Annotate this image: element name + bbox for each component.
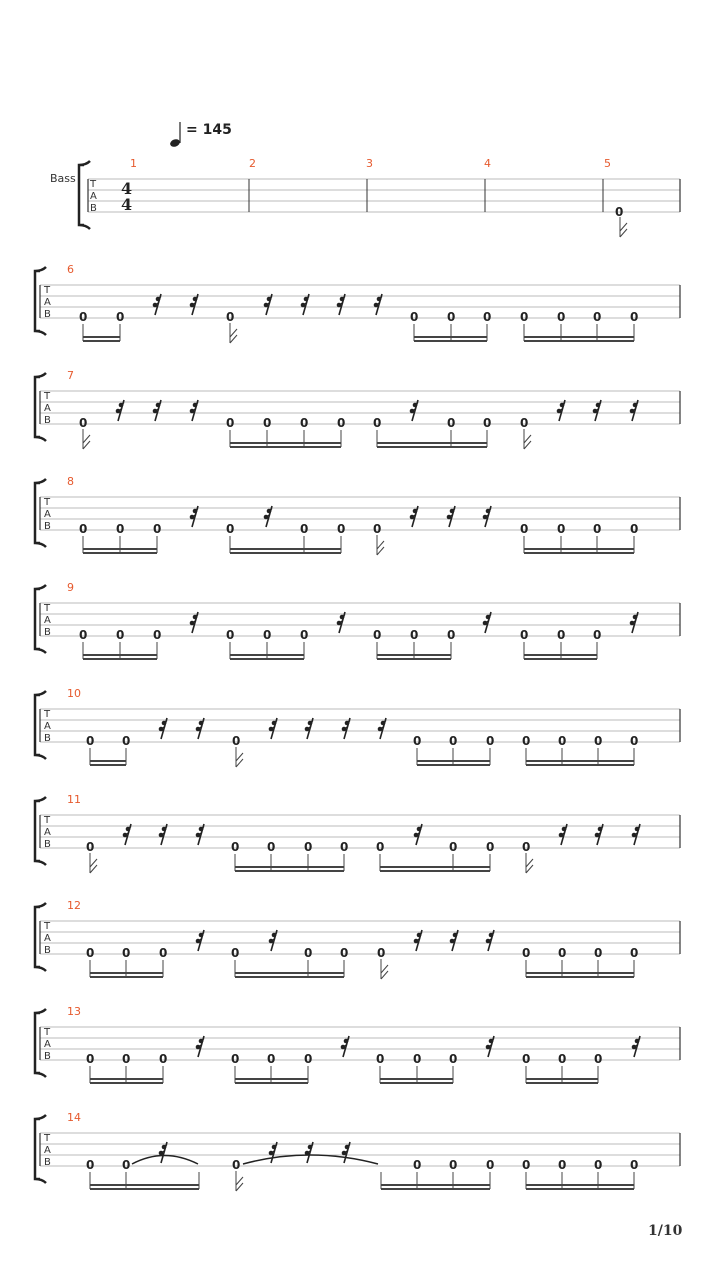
fret-number: 0 — [520, 310, 529, 324]
fret-number: 0 — [373, 416, 382, 430]
fret-number: 0 — [79, 522, 88, 536]
tab-clef-t: T — [44, 815, 51, 826]
fret-number: 0 — [410, 628, 419, 642]
fret-number: 0 — [153, 522, 162, 536]
fret-number: 0 — [413, 734, 422, 748]
tab-clef-b: B — [44, 627, 51, 638]
tab-clef-t: T — [44, 1133, 51, 1144]
fret-number: 0 — [558, 1052, 567, 1066]
fret-number: 0 — [340, 840, 349, 854]
measure-number: 10 — [67, 687, 81, 700]
fret-number: 0 — [483, 416, 492, 430]
slur-mark — [243, 1155, 378, 1164]
fret-number: 0 — [522, 946, 531, 960]
fret-number: 0 — [116, 310, 125, 324]
tab-clef-a: A — [44, 1145, 51, 1156]
fret-number: 0 — [630, 1158, 639, 1172]
fret-number: 0 — [486, 840, 495, 854]
tab-clef-b: B — [90, 203, 97, 214]
fret-number: 0 — [558, 1158, 567, 1172]
fret-number: 0 — [522, 1052, 531, 1066]
fret-number: 0 — [593, 628, 602, 642]
tab-clef-b: B — [44, 521, 51, 532]
measure-number: 9 — [67, 581, 74, 594]
fret-number: 0 — [263, 628, 272, 642]
fret-number: 0 — [226, 310, 235, 324]
fret-number: 0 — [153, 628, 162, 642]
fret-number: 0 — [340, 946, 349, 960]
fret-number: 0 — [449, 734, 458, 748]
system-3 — [35, 369, 680, 449]
fret-number: 0 — [522, 840, 531, 854]
fret-number: 0 — [231, 1052, 240, 1066]
fret-number: 0 — [594, 734, 603, 748]
fret-number: 0 — [558, 946, 567, 960]
tab-clef-t: T — [90, 179, 97, 190]
tab-clef-a: A — [44, 827, 51, 838]
fret-number: 0 — [226, 628, 235, 642]
fret-number: 0 — [116, 522, 125, 536]
fret-number: 0 — [231, 840, 240, 854]
fret-number: 0 — [449, 1158, 458, 1172]
fret-number: 0 — [86, 1158, 95, 1172]
fret-number: 0 — [226, 416, 235, 430]
fret-number: 0 — [300, 522, 309, 536]
fret-number: 0 — [86, 734, 95, 748]
fret-number: 0 — [413, 1052, 422, 1066]
time-sig-bottom: 4 — [121, 195, 133, 214]
fret-number: 0 — [226, 522, 235, 536]
fret-number: 0 — [410, 310, 419, 324]
fret-number: 0 — [593, 522, 602, 536]
tab-clef-b: B — [44, 415, 51, 426]
tab-clef-a: A — [44, 615, 51, 626]
fret-number: 0 — [594, 1052, 603, 1066]
fret-number: 0 — [304, 1052, 313, 1066]
fret-number: 0 — [522, 734, 531, 748]
tab-clef-a: A — [44, 297, 51, 308]
tab-clef-t: T — [44, 709, 51, 720]
fret-number: 0 — [486, 734, 495, 748]
tab-clef-b: B — [44, 309, 51, 320]
fret-number: 0 — [231, 946, 240, 960]
fret-number: 0 — [594, 1158, 603, 1172]
measure-number: 1 — [130, 157, 137, 170]
fret-number: 0 — [116, 628, 125, 642]
fret-number: 0 — [86, 946, 95, 960]
system-6 — [35, 687, 680, 767]
instrument-name: Bass — [50, 172, 76, 185]
tab-clef-b: B — [44, 1157, 51, 1168]
fret-number: 0 — [79, 416, 88, 430]
tempo-marking — [169, 122, 232, 148]
fret-number: 0 — [263, 416, 272, 430]
system-10 — [35, 1111, 680, 1191]
fret-number: 0 — [232, 1158, 241, 1172]
fret-number: 0 — [373, 628, 382, 642]
measure-number: 8 — [67, 475, 74, 488]
system-7 — [35, 793, 680, 873]
fret-number: 0 — [413, 1158, 422, 1172]
fret-number: 0 — [159, 946, 168, 960]
fret-number: 0 — [122, 1158, 131, 1172]
system-1 — [79, 157, 680, 237]
fret-number: 0 — [449, 1052, 458, 1066]
fret-number: 0 — [557, 310, 566, 324]
fret-number: 0 — [373, 522, 382, 536]
fret-number: 0 — [615, 205, 624, 219]
tab-clef-t: T — [44, 1027, 51, 1038]
quarter-note-icon — [169, 138, 181, 148]
fret-number: 0 — [122, 734, 131, 748]
fret-number: 0 — [267, 1052, 276, 1066]
fret-number: 0 — [447, 416, 456, 430]
fret-number: 0 — [483, 310, 492, 324]
tab-clef-b: B — [44, 839, 51, 850]
system-2 — [35, 263, 680, 343]
fret-number: 0 — [630, 734, 639, 748]
fret-number: 0 — [304, 946, 313, 960]
tempo-value: = 145 — [186, 122, 232, 138]
measure-number: 14 — [67, 1111, 81, 1124]
fret-number: 0 — [520, 416, 529, 430]
fret-number: 0 — [376, 840, 385, 854]
system-8 — [35, 899, 680, 979]
page-number: 1/10 — [648, 1223, 683, 1239]
fret-number: 0 — [594, 946, 603, 960]
fret-number: 0 — [630, 310, 639, 324]
system-9 — [35, 1005, 680, 1083]
fret-number: 0 — [300, 628, 309, 642]
fret-number: 0 — [557, 522, 566, 536]
fret-number: 0 — [557, 628, 566, 642]
fret-number: 0 — [79, 628, 88, 642]
fret-number: 0 — [267, 840, 276, 854]
fret-number: 0 — [593, 310, 602, 324]
fret-number: 0 — [376, 1052, 385, 1066]
fret-number: 0 — [86, 840, 95, 854]
measure-number: 2 — [249, 157, 256, 170]
fret-number: 0 — [232, 734, 241, 748]
fret-number: 0 — [300, 416, 309, 430]
fret-number: 0 — [377, 946, 386, 960]
system-4 — [35, 475, 680, 555]
tab-clef-t: T — [44, 391, 51, 402]
tab-clef-a: A — [44, 403, 51, 414]
tab-clef-t: T — [44, 603, 51, 614]
fret-number: 0 — [486, 1158, 495, 1172]
fret-number: 0 — [79, 310, 88, 324]
fret-number: 0 — [304, 840, 313, 854]
measure-number: 12 — [67, 899, 81, 912]
tab-clef-t: T — [44, 497, 51, 508]
tab-clef-a: A — [44, 1039, 51, 1050]
fret-number: 0 — [558, 734, 567, 748]
system-5 — [35, 581, 680, 659]
fret-number: 0 — [522, 1158, 531, 1172]
tab-clef-t: T — [44, 285, 51, 296]
tab-clef-b: B — [44, 1051, 51, 1062]
fret-number: 0 — [630, 946, 639, 960]
fret-number: 0 — [630, 522, 639, 536]
measure-number: 5 — [604, 157, 611, 170]
tab-clef-a: A — [90, 191, 97, 202]
fret-number: 0 — [449, 840, 458, 854]
fret-number: 0 — [122, 946, 131, 960]
tab-clef-a: A — [44, 933, 51, 944]
tab-clef-b: B — [44, 733, 51, 744]
measure-number: 13 — [67, 1005, 81, 1018]
fret-number: 0 — [520, 628, 529, 642]
fret-number: 0 — [159, 1052, 168, 1066]
measure-number: 7 — [67, 369, 74, 382]
measure-number: 6 — [67, 263, 74, 276]
time-sig-top: 4 — [121, 179, 133, 198]
tab-clef-a: A — [44, 509, 51, 520]
tab-clef-b: B — [44, 945, 51, 956]
fret-number: 0 — [447, 628, 456, 642]
fret-number: 0 — [447, 310, 456, 324]
tab-clef-t: T — [44, 921, 51, 932]
measure-number: 11 — [67, 793, 81, 806]
slur-mark — [132, 1156, 198, 1165]
fret-number: 0 — [86, 1052, 95, 1066]
measure-number: 3 — [366, 157, 373, 170]
fret-number: 0 — [122, 1052, 131, 1066]
fret-number: 0 — [337, 416, 346, 430]
measure-number: 4 — [484, 157, 491, 170]
tab-clef-a: A — [44, 721, 51, 732]
fret-number: 0 — [337, 522, 346, 536]
fret-number: 0 — [520, 522, 529, 536]
